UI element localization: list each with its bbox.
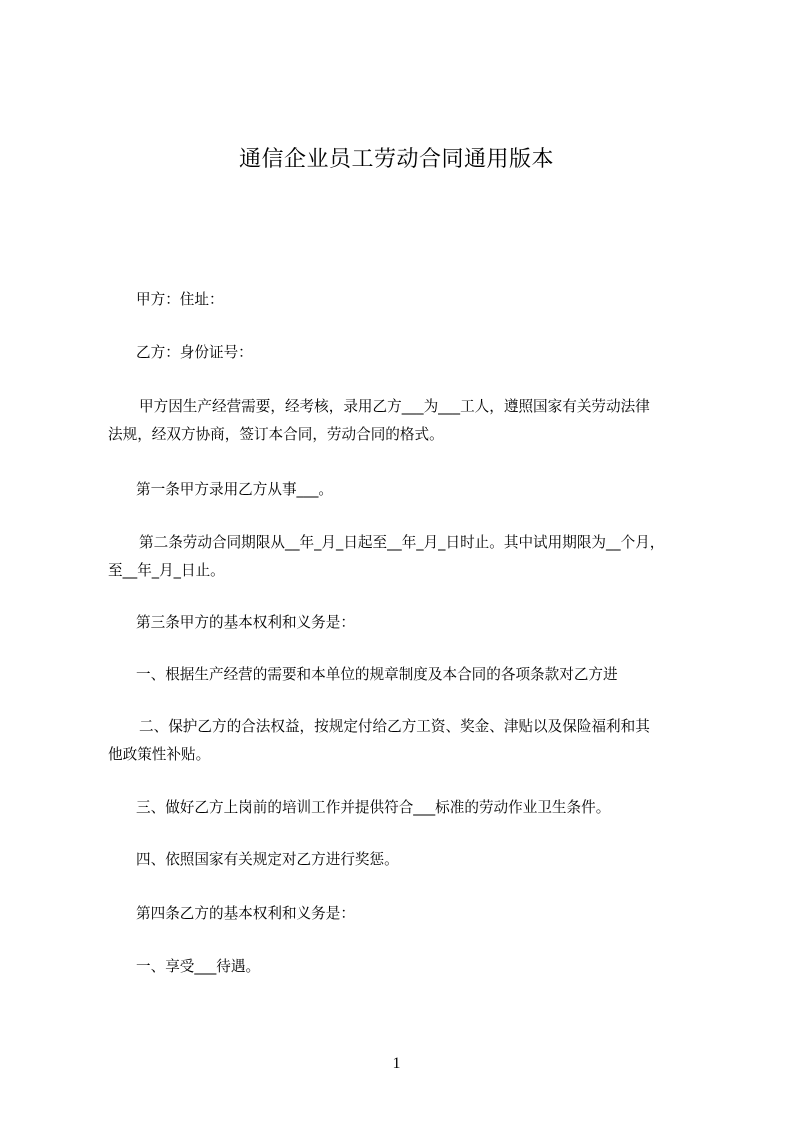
article-3-item-4: 四、依照国家有关规定对乙方进行奖惩。 — [136, 851, 399, 868]
paragraph-party-a: 甲方：住址： — [136, 291, 224, 308]
article-2-line2: 至__年_月_日止。 — [108, 562, 225, 579]
article-4-item-1: 一、享受___待遇。 — [136, 958, 261, 975]
article-3-item-2-line2: 他政策性补贴。 — [108, 746, 211, 763]
document-title: 通信企业员工劳动合同通用版本 — [238, 147, 554, 172]
paragraph-preamble-line1: 甲方因生产经营需要，经考核，录用乙方___为___工人，遵照国家有关劳动法律 — [139, 398, 650, 415]
page-number: 1 — [392, 1055, 401, 1072]
article-3-item-1: 一、根据生产经营的需要和本单位的规章制度及本合同的各项条款对乙方进 — [136, 666, 618, 683]
paragraph-party-b: 乙方：身份证号： — [136, 344, 253, 361]
article-3-item-3: 三、做好乙方上岗前的培训工作并提供符合___标准的劳动作业卫生条件。 — [136, 799, 611, 816]
article-1: 第一条甲方录用乙方从事___。 — [136, 481, 334, 498]
article-3: 第三条甲方的基本权利和义务是： — [136, 614, 355, 631]
paragraph-preamble-line2: 法规，经双方协商，签订本合同，劳动合同的格式。 — [108, 426, 444, 443]
article-4: 第四条乙方的基本权利和义务是： — [136, 905, 355, 922]
article-3-item-2-line1: 二、保护乙方的合法权益，按规定付给乙方工资、奖金、津贴以及保险福利和其 — [139, 718, 650, 735]
article-2-line1: 第二条劳动合同期限从__年_月_日起至__年_月_日时止。其中试用期限为__个月， — [139, 534, 665, 551]
